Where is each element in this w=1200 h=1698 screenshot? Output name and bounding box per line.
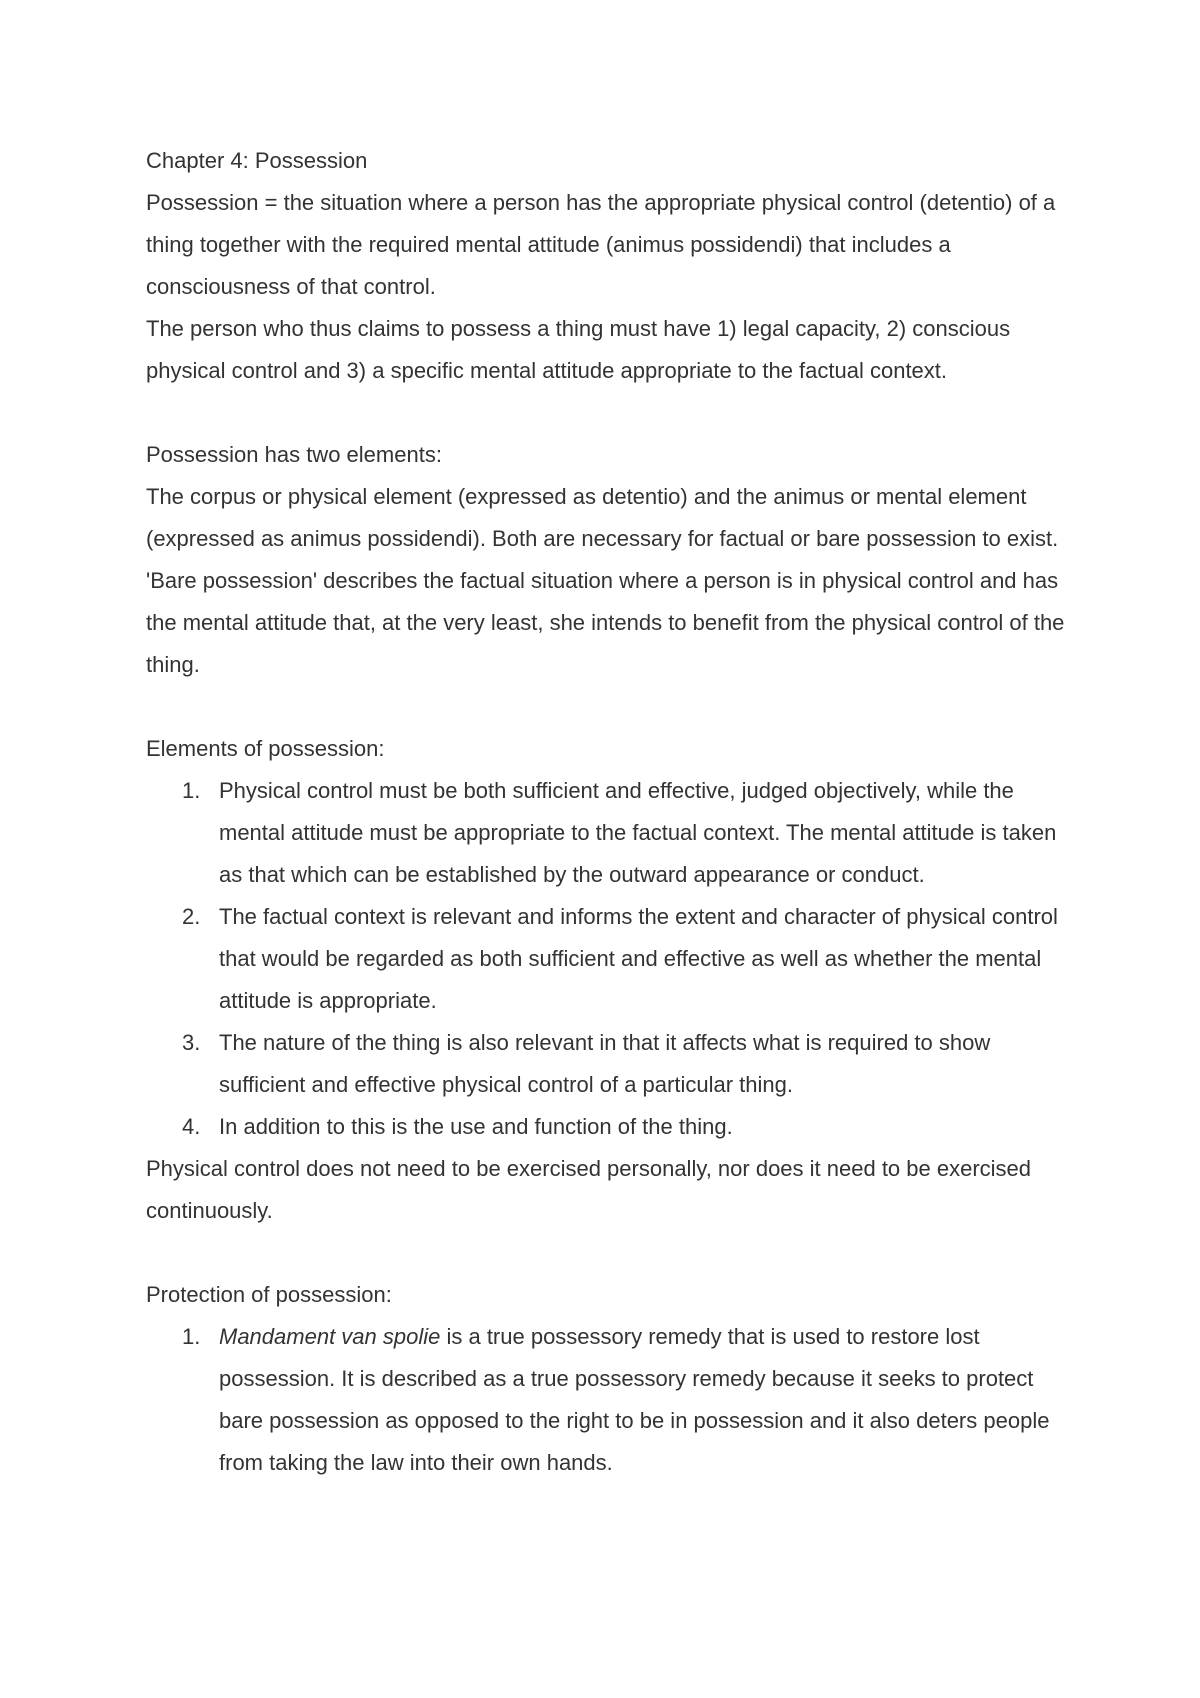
paragraph-spacer <box>146 686 1076 728</box>
list-number: 4. <box>182 1114 201 1139</box>
elements-list <box>146 770 1076 1148</box>
elements-heading: Elements of possession: <box>146 736 385 761</box>
possession-definition: Possession = the situation where a person has the appropriate physical control (detentio) of a thing together with the required mental attitude (animus possidendi) that includes a consciousness of that control. <box>146 190 1056 299</box>
list-item-text: The nature of the thing is also relevant in that it affects what is required to show sufficient and effective physical control of a particular thing. <box>219 1030 991 1097</box>
list-number: 1. <box>182 1324 201 1349</box>
list-item-text: Physical control must be both sufficient and effective, judged objectively, while the mental attitude must be appropriate to the factual context. The mental attitude is taken as that which can be established by the outward appearance or conduct. <box>219 778 1057 887</box>
protection-heading: Protection of possession: <box>146 1282 392 1307</box>
list-number: 3. <box>182 1030 201 1055</box>
control-note: Physical control does not need to be exercised personally, nor does it need to be exercised continuously. <box>146 1156 1032 1223</box>
two-elements-heading: Possession has two elements: <box>146 442 442 467</box>
list-item-text: The factual context is relevant and informs the extent and character of physical control that would be regarded as both sufficient and effective as well as whether the mental attitude is appropriate. <box>219 904 1058 1013</box>
list-item-text: is a true possessory remedy that is used to restore lost possession. It is described as a true possessory remedy because it seeks to protect bare possession as opposed to the right to be in possession and it also deters people from taking the law into their own hands. <box>219 1324 1050 1475</box>
paragraph-spacer <box>146 1232 1076 1274</box>
remedy-name: Mandament van spolie <box>219 1324 441 1349</box>
chapter-title: Chapter 4: Possession <box>146 148 368 173</box>
possession-requirements: The person who thus claims to possess a thing must have 1) legal capacity, 2) conscious physical control and 3) a specific mental attitude appropriate to the factual context. <box>146 316 1011 383</box>
list-item <box>146 1022 1076 1106</box>
list-number: 1. <box>182 778 201 803</box>
list-item <box>146 770 1076 896</box>
list-item-text: In addition to this is the use and function of the thing. <box>219 1114 733 1139</box>
list-item <box>146 1316 1076 1484</box>
protection-list <box>146 1316 1076 1484</box>
list-item <box>146 896 1076 1022</box>
list-item <box>146 1106 1076 1148</box>
list-number: 2. <box>182 904 201 929</box>
document-page <box>146 140 1076 1484</box>
two-elements-body: The corpus or physical element (expressed as detentio) and the animus or mental element (expressed as animus possidendi). Both are necessary for factual or bare possession to exist. 'Bare possession' describes the factual situation where a person is in physical control and has the mental attitude that, at the very least, she intends to benefit from the physical control of the thing. <box>146 484 1065 677</box>
paragraph-spacer <box>146 392 1076 434</box>
